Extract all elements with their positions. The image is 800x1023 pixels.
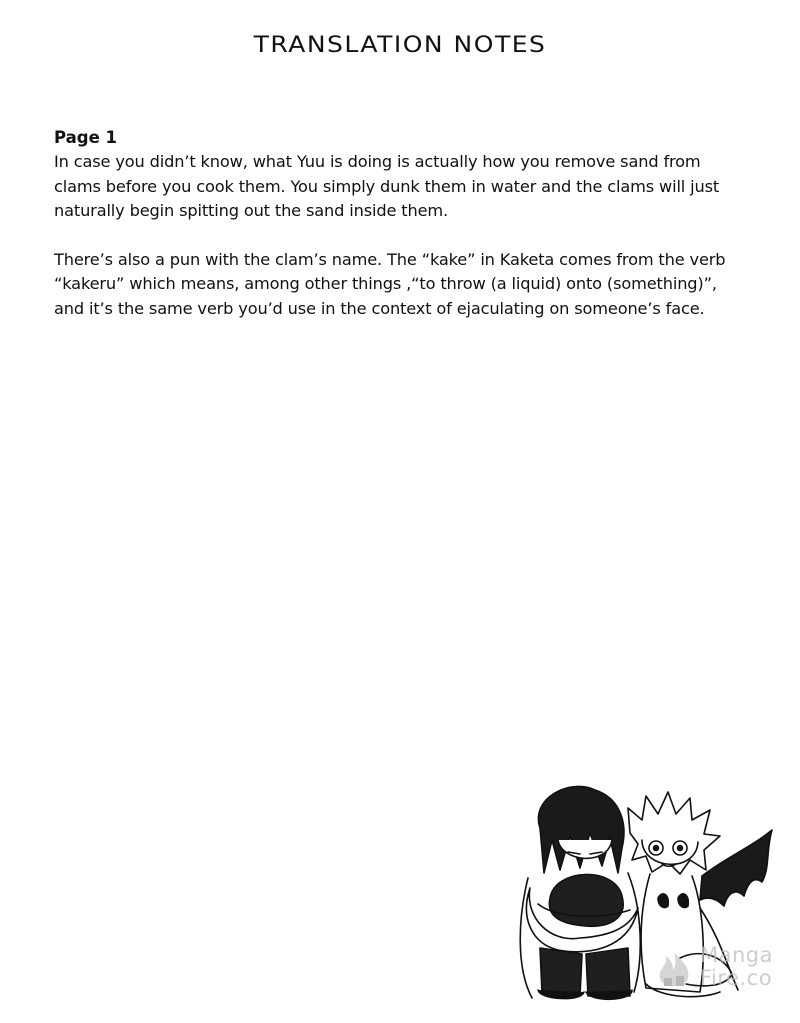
page-title: TRANSLATION NOTES — [253, 31, 547, 58]
paragraph-line: “kakeru” which means, among other things ,“to throw (a liquid) onto (something)”, — [54, 274, 717, 293]
section-heading: Page 1 — [54, 128, 118, 147]
flame-logo-icon — [652, 948, 696, 992]
paragraph-line: clams before you cook them. You simply dunk them in water and the clams will just — [54, 176, 720, 196]
paragraph-pun — [54, 248, 762, 322]
site-watermark — [652, 944, 782, 996]
notes-body — [54, 125, 762, 345]
watermark-text-line1: Manga — [700, 943, 773, 967]
paragraph-line: In case you didn’t know, what Yuu is doing is actually how you remove sand from — [54, 152, 701, 171]
paragraph-sand-removal — [54, 150, 762, 224]
watermark-text-line2: Fire.co — [700, 966, 773, 990]
paragraph-line: naturally begin spitting out the sand inside them. — [54, 201, 449, 220]
paragraph-line: and it’s the same verb you’d use in the context of ejaculating on someone’s face. — [54, 298, 705, 318]
paragraph-line: There’s also a pun with the clam’s name. The “kake” in Kaketa comes from the verb — [54, 249, 726, 269]
